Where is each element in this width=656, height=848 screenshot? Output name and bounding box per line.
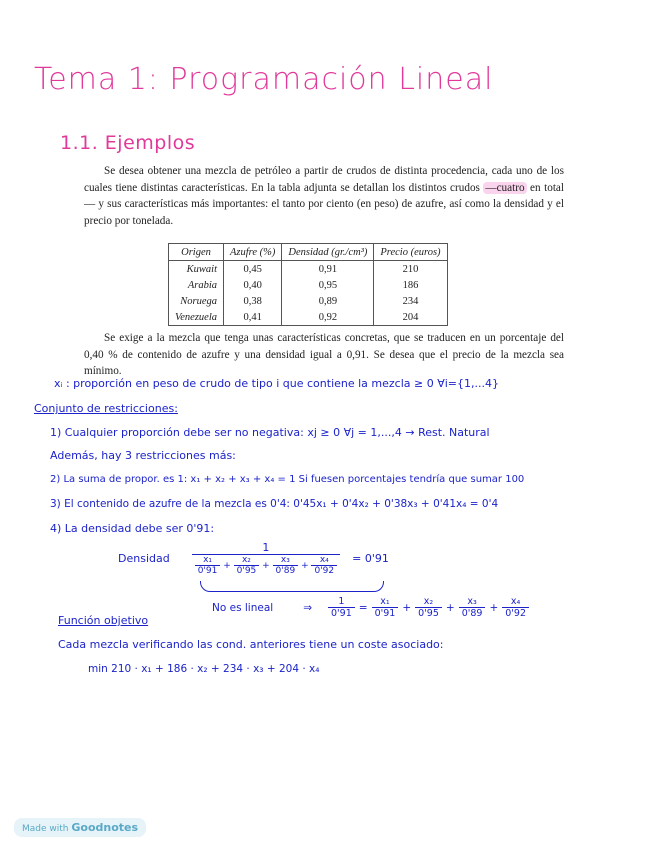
restriction-4: 4) La densidad debe ser 0'91:	[50, 522, 215, 535]
term-den: 0'92	[505, 608, 526, 619]
restriction-3: 3) El contenido de azufre de la mezcla es 0'4: 0'45x₁ + 0'4x₂ + 0'38x₃ + 0'41x₄ = 0'4	[50, 498, 499, 510]
table-cell: 0,38	[224, 293, 282, 309]
table-cell: 0,92	[282, 309, 374, 326]
goodnotes-badge	[14, 818, 146, 837]
term-num: x₄	[311, 555, 337, 566]
density-numerator: 1	[192, 541, 340, 555]
goodnotes-logo: Goodnotes	[71, 821, 139, 834]
table-cell: Noruega	[169, 293, 224, 309]
table-row	[169, 261, 448, 278]
requirement-text: Se exige a la mezcla que tenga unas características concretas, que se traducen en un porcentaje del 0,40 % de contenido de azufre y una densidad igual a 0,91. Se desea que el precio de la mezcla sea mínimo.	[84, 332, 564, 377]
table-cell: 234	[374, 293, 447, 309]
term-den: 0'89	[275, 566, 296, 576]
table-cell: 0,95	[282, 277, 374, 293]
table-row	[169, 293, 448, 309]
crude-table	[168, 243, 448, 326]
objective-expression: min 210 · x₁ + 186 · x₂ + 234 · x₃ + 204 · x₄	[88, 663, 320, 675]
restriction-2: 2) La suma de propor. es 1: x₁ + x₂ + x₃ + x₄ = 1 Si fuesen porcentajes tendría que sumar 100	[50, 474, 525, 485]
table-cell: Venezuela	[169, 309, 224, 326]
term-den: 0'92	[314, 566, 335, 576]
term-den: 0'91	[374, 608, 396, 619]
term-num: x₁	[195, 555, 221, 566]
term-num: x₂	[234, 555, 260, 566]
page-title: Tema 1: Programación Lineal	[34, 62, 494, 97]
table-cell: 0,40	[224, 277, 282, 293]
term-den: 0'91	[331, 608, 352, 619]
implies-icon: ⇒	[303, 601, 312, 614]
intro-paragraph	[84, 163, 564, 229]
table-cell: 186	[374, 277, 447, 293]
restriction-extra: Además, hay 3 restricciones más:	[50, 449, 236, 462]
table-cell: Kuwait	[169, 261, 224, 278]
intro-text-end: en total— y sus características más importantes: el tanto por ciento (en peso) de azufre, así como la densidad y el precio por tonelada.	[84, 181, 564, 227]
term-num: x₃	[273, 555, 299, 566]
term-num: x₂	[415, 596, 442, 608]
table-cell: 210	[374, 261, 447, 278]
made-with-label: Made with	[22, 824, 69, 834]
linear-form: No es lineal ⇒ $\frac{1}{0'91}$ = $\frac{\text{x₁}}{0'91}$ + $\frac{\text{x₂}}{0'95}$ + $\frac{\text{x₃}}{0'89}$ + $\frac{\text{x₄}}{0'92}$	[212, 596, 529, 619]
table-cell: 204	[374, 309, 447, 326]
table-header-row	[169, 244, 448, 261]
table-header: Origen	[169, 244, 224, 261]
term-den: 0'91	[197, 566, 218, 576]
density-denominator: $\frac{\text{x₁}}{0'91}$ + $\frac{\text{x₂}}{0'95}$ + $\frac{\text{x₃}}{0'89}$ + $\frac{\text{x₄}}{0'92}$	[192, 555, 340, 576]
objective-description: Cada mezcla verificando las cond. anteriores tiene un coste asociado:	[58, 638, 444, 651]
variable-definition: xᵢ : proporción en peso de crudo de tipo i que contiene la mezcla ≥ 0 ∀i={1,...4}	[54, 377, 500, 390]
restrictions-heading: Conjunto de restricciones:	[34, 402, 178, 415]
density-equation	[118, 541, 389, 576]
requirement-paragraph	[84, 330, 564, 380]
term-num: 1	[328, 596, 355, 608]
table-header: Precio (euros)	[374, 244, 447, 261]
density-label: Densidad	[118, 552, 170, 565]
term-num: x₃	[459, 596, 486, 608]
table-cell: 0,41	[224, 309, 282, 326]
table-header: Azufre (%)	[224, 244, 282, 261]
table-cell: 0,89	[282, 293, 374, 309]
objective-heading: Función objetivo	[58, 614, 149, 627]
term-den: 0'95	[418, 608, 439, 619]
brace-mark	[200, 581, 384, 592]
restriction-1: 1) Cualquier proporción debe ser no negativa: xj ≥ 0 ∀j = 1,...,4 → Rest. Natural	[50, 426, 490, 439]
density-value: = 0'91	[352, 552, 389, 565]
term-num: x₄	[502, 596, 529, 608]
intro-text: Se desea obtener una mezcla de petróleo a partir de crudos de distinta procedencia, cada uno de los cuales tiene distintas características. En la tabla adjunta se detallan los distintos crudos	[84, 165, 564, 194]
table-cell: 0,91	[282, 261, 374, 278]
section-subtitle: 1.1. Ejemplos	[60, 132, 196, 154]
highlighted-text: —cuatro	[485, 181, 525, 194]
table-row	[169, 309, 448, 326]
not-linear-label: No es lineal	[212, 601, 274, 614]
term-den: 0'95	[236, 566, 257, 576]
density-fraction	[192, 541, 340, 576]
table-row	[169, 277, 448, 293]
table-cell: 0,45	[224, 261, 282, 278]
term-num: x₁	[372, 596, 399, 608]
table-header: Densidad (gr./cm³)	[282, 244, 374, 261]
table-cell: Arabia	[169, 277, 224, 293]
term-den: 0'89	[461, 608, 483, 619]
